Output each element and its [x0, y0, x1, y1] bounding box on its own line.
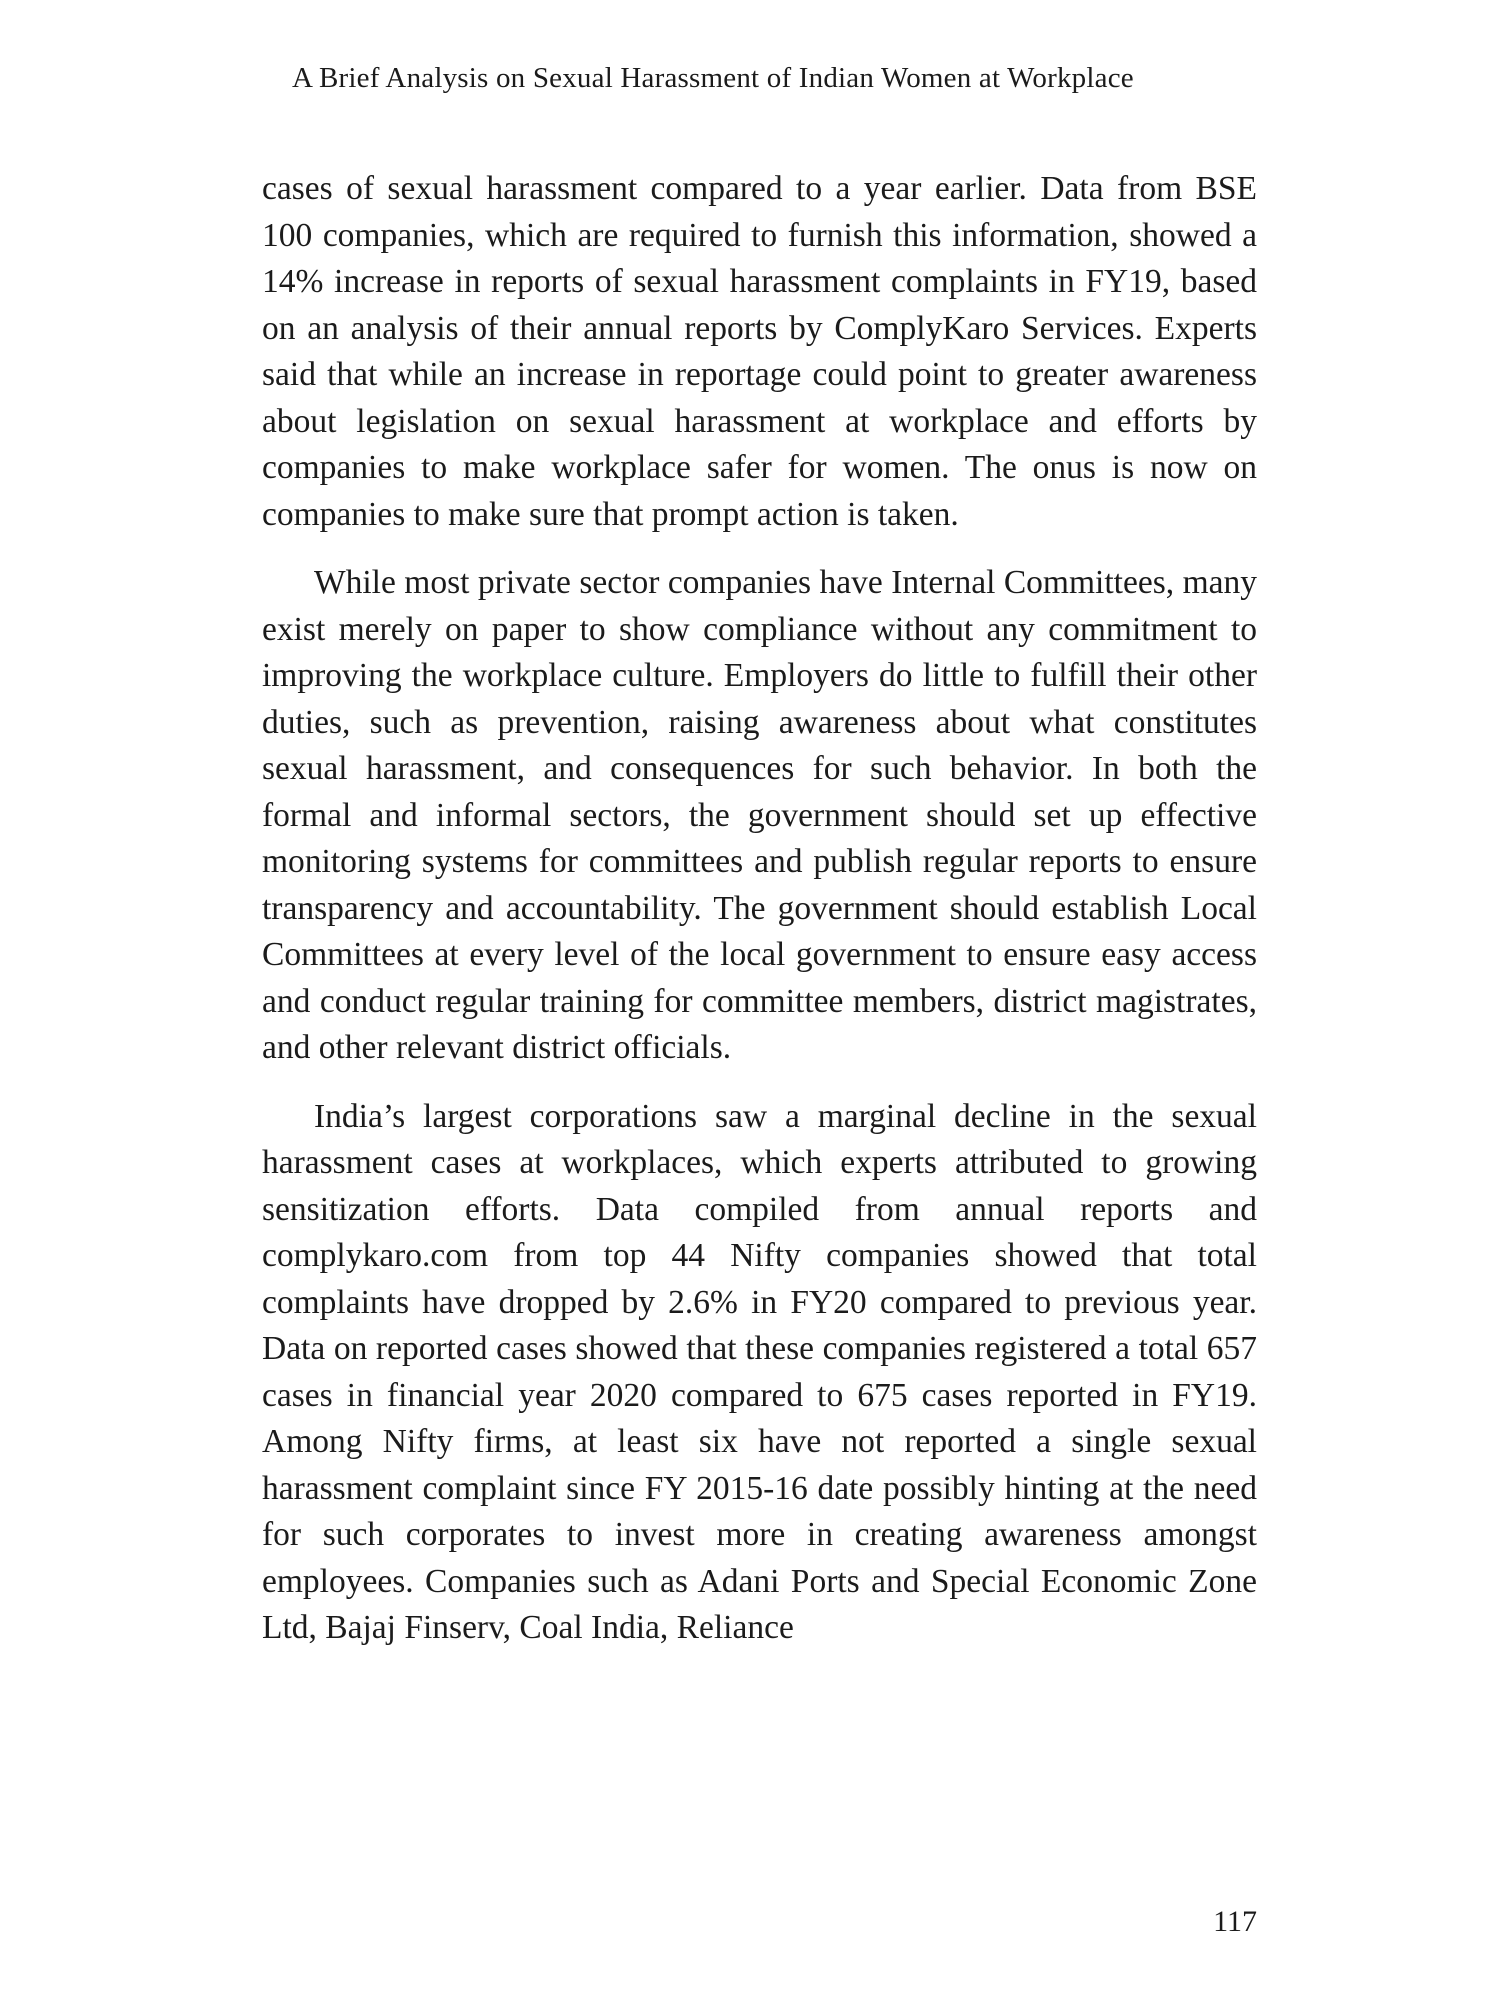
running-header: A Brief Analysis on Sexual Harassment of Indian Women at Workplace — [292, 62, 1134, 94]
page-number: 117 — [1213, 1905, 1257, 1938]
paragraph-nifty-companies: India’s largest corporations saw a marginal decline in the sexual harassment cases at workplaces, which experts attributed to growing sensitization efforts. Data compiled from annual reports and complykaro.com from top 44 Nifty companies showed that total complaints have dropped by 2.6% in FY20 compared to previous year. Data on reported cases showed that these companies registered a total 657 cases in financial year 2020 compared to 675 cases reported in FY19. Among Nifty firms, at least six have not reported a single sexual harassment complaint since FY 2015-16 date possibly hinting at the need for such corporates to invest more in creating awareness amongst employees. Companies such as Adani Ports and Special Economic Zone Ltd, Bajaj Finserv, Coal India, Reliance — [262, 1097, 1257, 1646]
paragraph-internal-committees: While most private sector companies have Internal Committees, many exist merely on paper to show compliance without any commitment to improving the workplace culture. Employers do little to fulfill their other duties, such as prevention, raising awareness about what constitutes sexual harassment, and consequences for such behavior. In both the formal and informal sectors, the government should set up effective monitoring systems for committees and publish regular reports to ensure transparency and accountability. The government should establish Local Committees at every level of the local government to ensure easy access and conduct regular training for committee members, district magistrates, and other relevant district officials. — [262, 564, 1257, 1066]
paragraph-continued: cases of sexual harassment compared to a year earlier. Data from BSE 100 companies, which are required to furnish this information, showed a 14% increase in reports of sexual harassment complaints in FY19, based on an analysis of their annual reports by ComplyKaro Services. Experts said that while an increase in reportage could point to greater awareness about legislation on sexual harassment at workplace and efforts by companies to make workplace safer for women. The onus is now on companies to make sure that prompt action is taken. — [262, 170, 1257, 533]
body-text — [262, 166, 1257, 1652]
